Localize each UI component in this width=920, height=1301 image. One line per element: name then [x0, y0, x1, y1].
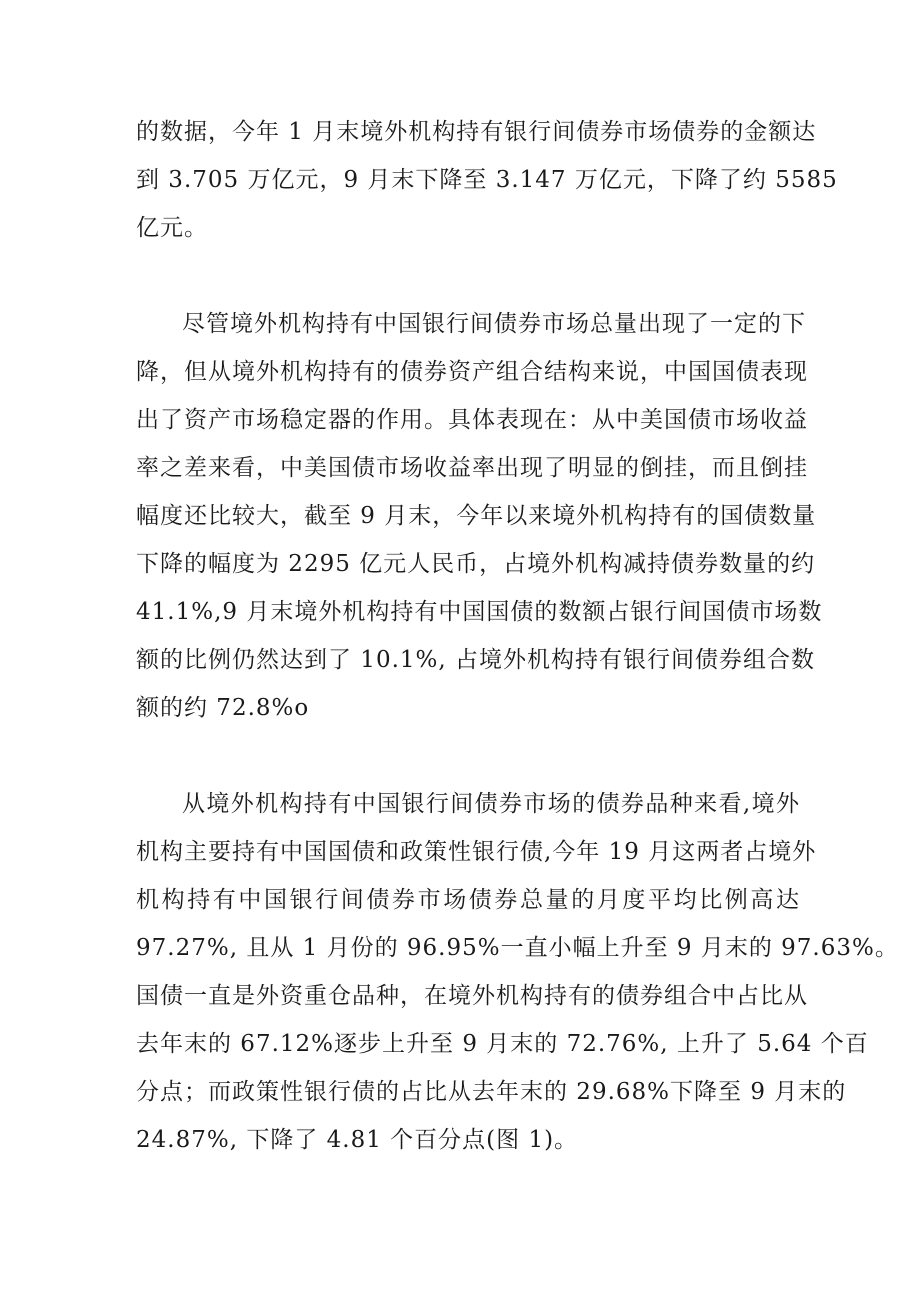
text-line: 到 3.705 万亿元，9 月末下降至 3.147 万亿元，下降了约 5585 — [136, 167, 838, 193]
text-line: 率之差来看，中美国债市场收益率出现了明显的倒挂，而且倒挂 — [136, 455, 808, 481]
text-line: 41.1%,9 月末境外机构持有中国国债的数额占银行间国债市场数 — [136, 599, 823, 625]
text-line: 去年末的 67.12%逐步上升至 9 月末的 72.76%, 上升了 5.64 个百 — [136, 1031, 869, 1057]
text-line: 额的约 72.8%o — [136, 695, 310, 721]
text-line: 从境外机构持有中国银行间债券市场的债券品种来看,境外 — [182, 791, 800, 817]
text-line: 分点；而政策性银行债的占比从去年末的 29.68%下降至 9 月末的 — [136, 1079, 847, 1105]
text-line: 机构主要持有中国国债和政策性银行债,今年 19 月这两者占境外 — [136, 839, 817, 865]
paragraph-2 — [136, 300, 823, 732]
text-line: 下降的幅度为 2295 亿元人民币，占境外机构减持债券数量的约 — [136, 551, 816, 577]
text-line: 机构持有中国银行间债券市场债券总量的月度平均比例高达 — [136, 887, 800, 913]
text-line: 的数据，今年 1 月末境外机构持有银行间债券市场债券的金额达 — [136, 119, 817, 145]
text-line: 降，但从境外机构持有的债券资产组合结构来说，中国国债表现 — [136, 359, 808, 385]
text-line: 出了资产市场稳定器的作用。具体表现在：从中美国债市场收益 — [136, 407, 808, 433]
text-line: 额的比例仍然达到了 10.1%, 占境外机构持有银行间债券组合数 — [136, 647, 815, 673]
text-line: 国债一直是外资重仓品种，在境外机构持有的债券组合中占比从 — [136, 983, 808, 1009]
text-line: 亿元。 — [136, 215, 208, 241]
paragraph-3 — [136, 780, 899, 1164]
text-line: 97.27%, 且从 1 月份的 96.95%一直小幅上升至 9 月末的 97.63%。 — [136, 935, 899, 961]
paragraph-1 — [136, 108, 838, 252]
text-line: 24.87%, 下降了 4.81 个百分点(图 1)。 — [136, 1127, 579, 1153]
text-line: 尽管境外机构持有中国银行间债券市场总量出现了一定的下 — [182, 311, 806, 337]
text-line: 幅度还比较大，截至 9 月末，今年以来境外机构持有的国债数量 — [136, 503, 817, 529]
